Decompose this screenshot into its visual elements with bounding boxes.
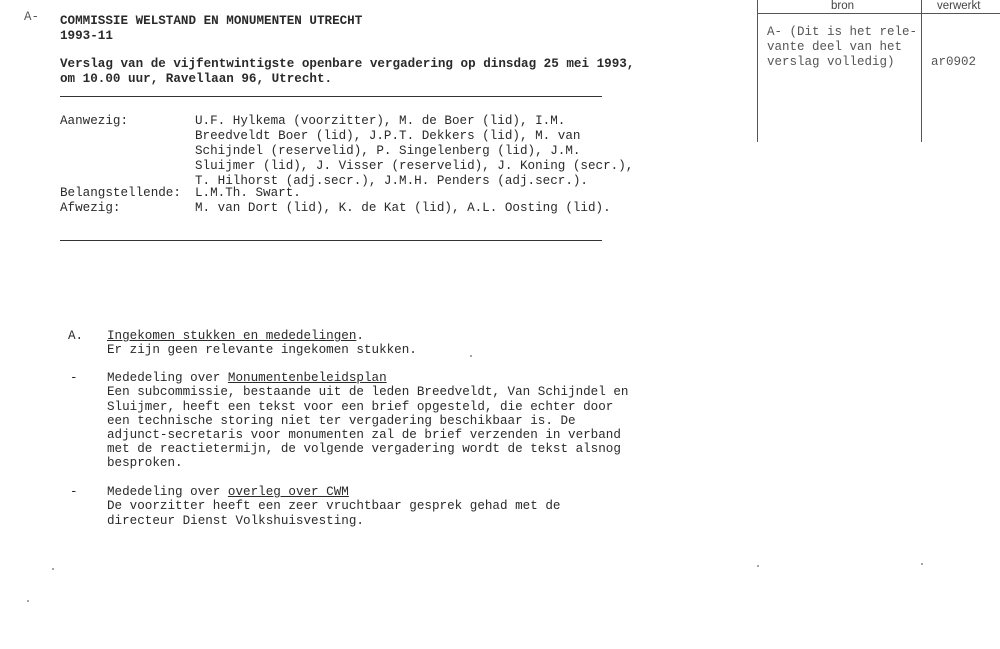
bron-note-line: verslag volledig) xyxy=(767,55,895,69)
stakeholders-label: Belangstellende: xyxy=(60,186,181,200)
scan-speck xyxy=(52,568,54,570)
present-line: U.F. Hylkema (voorzitter), M. de Boer (lid), I.M. xyxy=(195,114,566,128)
item-body-line: directeur Dienst Volkshuisvesting. xyxy=(107,514,364,528)
item-marker: - xyxy=(70,371,78,385)
absent-label: Afwezig: xyxy=(60,201,121,215)
item-body-line: Een subcommissie, bestaande uit de leden Breedveldt, Van Schijndel en xyxy=(107,385,629,399)
item-body-line: een technische storing niet ter vergadering beschikbaar is. De xyxy=(107,414,576,428)
header-rule xyxy=(60,96,602,97)
absent-value: M. van Dort (lid), K. de Kat (lid), A.L. Oosting (lid). xyxy=(195,201,611,215)
item-heading-plain: Mededeling over xyxy=(107,485,228,499)
item-body-line: Er zijn geen relevante ingekomen stukken. xyxy=(107,343,417,357)
present-line: T. Hilhorst (adj.secr.), J.M.H. Penders (adj.secr.). xyxy=(195,174,588,188)
present-label: Aanwezig: xyxy=(60,114,129,128)
item-heading-underlined: overleg over CWM xyxy=(227,485,349,499)
item-body-line: Sluijmer, heeft een tekst voor een brief opgesteld, die echter door xyxy=(107,400,614,414)
item-heading xyxy=(107,371,387,386)
attendance-rule xyxy=(60,240,602,241)
verwerkt-code: ar0902 xyxy=(931,55,977,69)
bron-note-line: A- (Dit is het rele- xyxy=(767,25,918,39)
bron-note-line: vante deel van het xyxy=(767,40,903,54)
report-title-line2: om 10.00 uur, Ravellaan 96, Utrecht. xyxy=(60,72,333,86)
item-marker: A. xyxy=(68,329,84,343)
scan-speck xyxy=(27,600,29,602)
document-number: 1993-11 xyxy=(60,29,113,43)
item-body-line: met de reactietermijn, de volgende vergadering wordt de tekst alsnog xyxy=(107,442,621,456)
scan-speck xyxy=(921,563,923,565)
sidebar-col-verwerkt: verwerkt xyxy=(937,0,981,12)
sidebar-col-bron: bron xyxy=(831,0,855,12)
scan-speck xyxy=(470,355,472,357)
item-heading xyxy=(107,329,364,344)
item-heading xyxy=(107,485,349,500)
scan-speck xyxy=(757,565,759,567)
sidebar-column-divider xyxy=(921,0,922,142)
sidebar-header-rule xyxy=(757,13,1000,14)
present-line: Breedveldt Boer (lid), J.P.T. Dekkers (lid), M. van xyxy=(195,129,581,143)
report-title-line1: Verslag van de vijfentwintigste openbare vergadering op dinsdag 25 mei 1993, xyxy=(60,57,635,71)
item-heading-underlined: Ingekomen stukken en mededelingen xyxy=(107,329,357,343)
present-line: Sluijmer (lid), J. Visser (reservelid), J. Koning (secr.), xyxy=(195,159,634,173)
stakeholders-value: L.M.Th. Swart. xyxy=(195,186,301,200)
sidebar-left-border xyxy=(757,0,758,142)
committee-name: COMMISSIE WELSTAND EN MONUMENTEN UTRECHT xyxy=(60,14,363,28)
present-line: Schijndel (reservelid), P. Singelenberg (lid), J.M. xyxy=(195,144,581,158)
item-heading-plain: Mededeling over xyxy=(107,371,228,385)
item-body-line: besproken. xyxy=(107,456,183,470)
margin-mark: A- xyxy=(24,10,40,24)
item-heading-suffix: . xyxy=(356,329,364,343)
item-marker: - xyxy=(70,485,78,499)
item-body-line: De voorzitter heeft een zeer vruchtbaar gesprek gehad met de xyxy=(107,499,561,513)
item-heading-underlined: Monumentenbeleidsplan xyxy=(227,371,387,385)
item-body-line: adjunct-secretaris voor monumenten zal de brief verzenden in verband xyxy=(107,428,621,442)
